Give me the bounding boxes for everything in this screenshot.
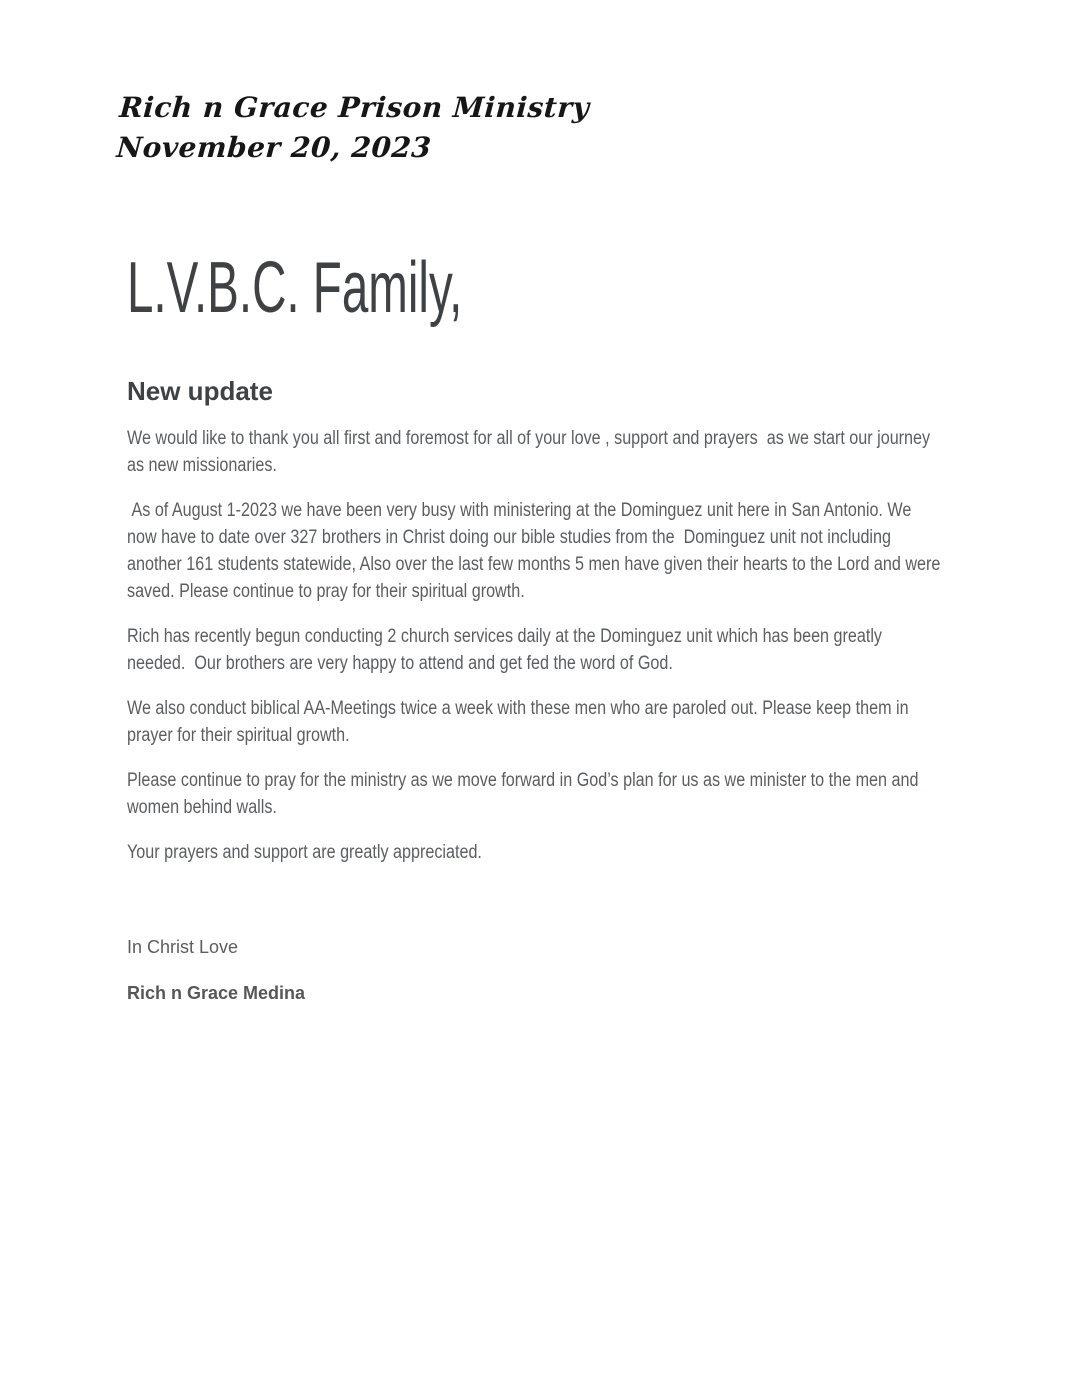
signature-name: Rich n Grace Medina: [127, 983, 306, 1003]
letter-body: [0, 425, 1080, 866]
closing: In Christ Love: [127, 937, 239, 957]
paragraph-church-services: Rich has recently begun conducting 2 church services daily at the Dominguez unit which has been greatly needed. Our brothers are very happy to attend and get fed the word of God.: [127, 626, 887, 674]
salutation: L.V.B.C. Family,: [127, 248, 463, 328]
letterhead: [115, 0, 1080, 168]
section-heading: New update: [127, 376, 273, 406]
paragraph-aa-meetings: We also conduct biblical AA-Meetings twice a week with these men who are paroled out. Please keep them in prayer for their spiritual growth.: [127, 698, 914, 746]
ministry-name: Rich n Grace Prison Ministry: [118, 91, 591, 124]
letter-date: November 20, 2023: [115, 131, 433, 164]
paragraph-appreciation: Your prayers and support are greatly appreciated.: [127, 842, 482, 863]
paragraph-ministry-stats: As of August 1-2023 we have been very busy with ministering at the Dominguez unit here in San Antonio. We now have to date over 327 brothers in Christ doing our bible studies from the Dominguez unit not including another 161 students statewide, Also over the last few months 5 men have given their hearts to the Lord and were saved. Please continue to pray for their spiritual growth.: [127, 500, 945, 602]
paragraph-prayer-request: Please continue to pray for the ministry as we move forward in God’s plan for us as we minister to the men and women behind walls.: [127, 770, 923, 818]
paragraph-thanks: We would like to thank you all first and foremost for all of your love , support and prayers as we start our journey as new missionaries.: [127, 428, 935, 476]
